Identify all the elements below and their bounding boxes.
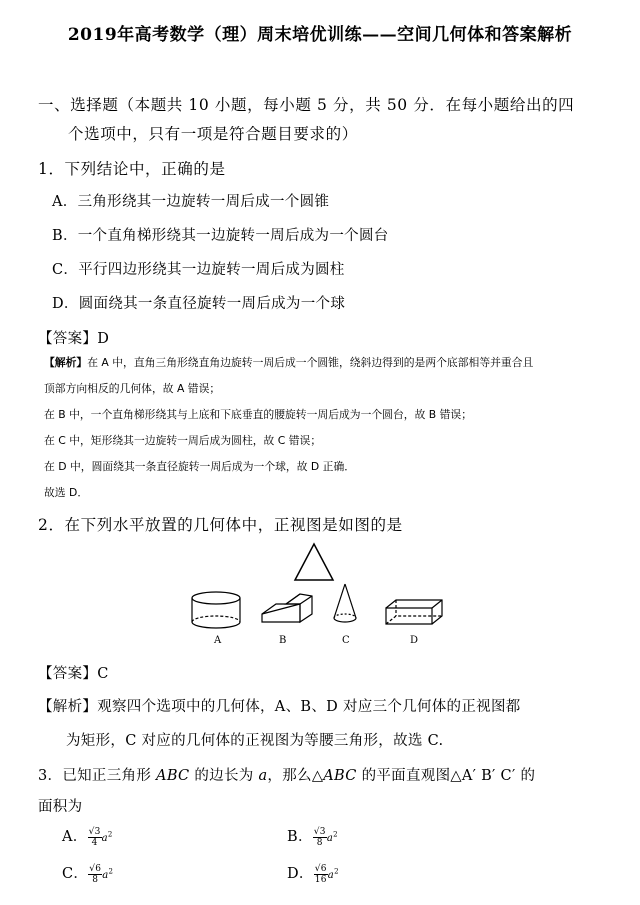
fraction xyxy=(314,864,328,885)
analysis-text: 观察四个选项中的几何体，A、B、D 对应三个几何体的正视图都 xyxy=(97,699,521,715)
q3-stem-text: 3．已知正三角形 xyxy=(38,768,157,784)
q1-analysis-line xyxy=(44,355,533,370)
box-shape xyxy=(386,600,442,624)
q1-option-c: C．平行四边形绕其一边旋转一周后成为圆柱 xyxy=(52,262,345,278)
option-letter: C． xyxy=(62,866,89,882)
q2-analysis xyxy=(38,695,521,716)
a-squared: $a^2$ xyxy=(102,867,114,881)
option-letter: D． xyxy=(287,866,314,882)
page-title: 2019年高考数学（理）周末培优训练——空间几何体和答案解析 xyxy=(67,25,573,45)
q3-stem-text: 的边长为 xyxy=(189,768,259,784)
q3-stem xyxy=(38,764,535,785)
q3-option-d xyxy=(287,862,339,885)
q3-stem-text: ，那么△ xyxy=(267,768,324,784)
cone-shape xyxy=(334,584,356,622)
q2-analysis-cont: 为矩形，C 对应的几何体的正视图为等腰三角形，故选 C. xyxy=(66,733,444,749)
numerator: √3 xyxy=(88,826,101,837)
q3-option-a xyxy=(62,825,113,848)
denominator: 4 xyxy=(91,837,98,848)
figure-label-a: A xyxy=(214,635,222,646)
figure-label-d: D xyxy=(410,635,419,646)
prism-shape xyxy=(262,594,312,622)
q1-analysis-line: 在 B 中，一个直角梯形绕其与上底和下底垂直的腰旋转一周后成为一个圆台，故 B 错误； xyxy=(44,408,473,421)
q1-analysis-line: 在 D 中，圆面绕其一条直径旋转一周后成为一个球，故 D 正确． xyxy=(44,460,356,473)
section-heading: 一、选择题（本题共 10 小题，每小题 5 分，共 50 分．在每小题给出的四 xyxy=(38,96,575,114)
fraction xyxy=(88,827,102,848)
denominator: 8 xyxy=(316,837,323,848)
option-letter: B． xyxy=(287,829,313,845)
numerator: √6 xyxy=(89,863,102,874)
a-squared: $a^2$ xyxy=(101,830,113,844)
fraction xyxy=(313,827,327,848)
q1-stem: 1．下列结论中，正确的是 xyxy=(38,160,226,178)
q1-analysis-line: 故选 D． xyxy=(44,486,89,499)
q2-stem: 2．在下列水平放置的几何体中，正视图是如图的是 xyxy=(38,516,403,534)
option-letter: A． xyxy=(62,829,88,845)
q3-stem-cont: 面积为 xyxy=(38,799,83,815)
denominator: 8 xyxy=(92,874,99,885)
analysis-tag: 【解析】 xyxy=(38,699,98,715)
q3-option-b xyxy=(287,825,338,848)
a-squared: $a^2$ xyxy=(327,867,339,881)
q3-triangle-name: ABC xyxy=(156,768,190,784)
figure-label-c: C xyxy=(342,635,350,646)
a-squared: $a^2$ xyxy=(326,830,338,844)
fraction xyxy=(88,864,102,885)
q1-analysis-line: 在 C 中，矩形绕其一边旋转一周后成为圆柱，故 C 错误； xyxy=(44,434,322,447)
analysis-text: 在 A 中，直角三角形绕直角边旋转一周后成一个圆锥，绕斜边得到的是两个底部相等并重合且 xyxy=(87,356,534,369)
denominator: 16 xyxy=(314,874,327,885)
numerator: √6 xyxy=(314,863,327,874)
q3-stem-text: 的平面直观图△A′ B′ C′ 的 xyxy=(356,768,536,784)
section-heading-cont: 个选项中，只有一项是符合题目要求的） xyxy=(68,125,358,143)
cylinder-shape xyxy=(192,592,240,628)
q3-option-c xyxy=(62,862,113,885)
analysis-tag: 【解析】 xyxy=(44,356,88,369)
q1-option-b: B．一个直角梯形绕其一边旋转一周后成为一个圆台 xyxy=(52,228,389,244)
numerator: √3 xyxy=(313,826,326,837)
q3-triangle-name: ABC xyxy=(323,768,357,784)
q1-option-d: D．圆面绕其一条直径旋转一周后成为一个球 xyxy=(52,296,346,312)
q2-answer: 【答案】C xyxy=(38,666,109,682)
q1-option-a: A．三角形绕其一边旋转一周后成一个圆锥 xyxy=(52,194,330,210)
q1-analysis-line: 顶部方向相反的几何体，故 A 错误； xyxy=(44,382,221,395)
front-view-triangle xyxy=(295,544,333,580)
q2-figure xyxy=(180,542,460,657)
q1-answer: 【答案】D xyxy=(38,331,110,347)
q3-side-var: a xyxy=(258,768,268,784)
figure-label-b: B xyxy=(279,635,287,646)
